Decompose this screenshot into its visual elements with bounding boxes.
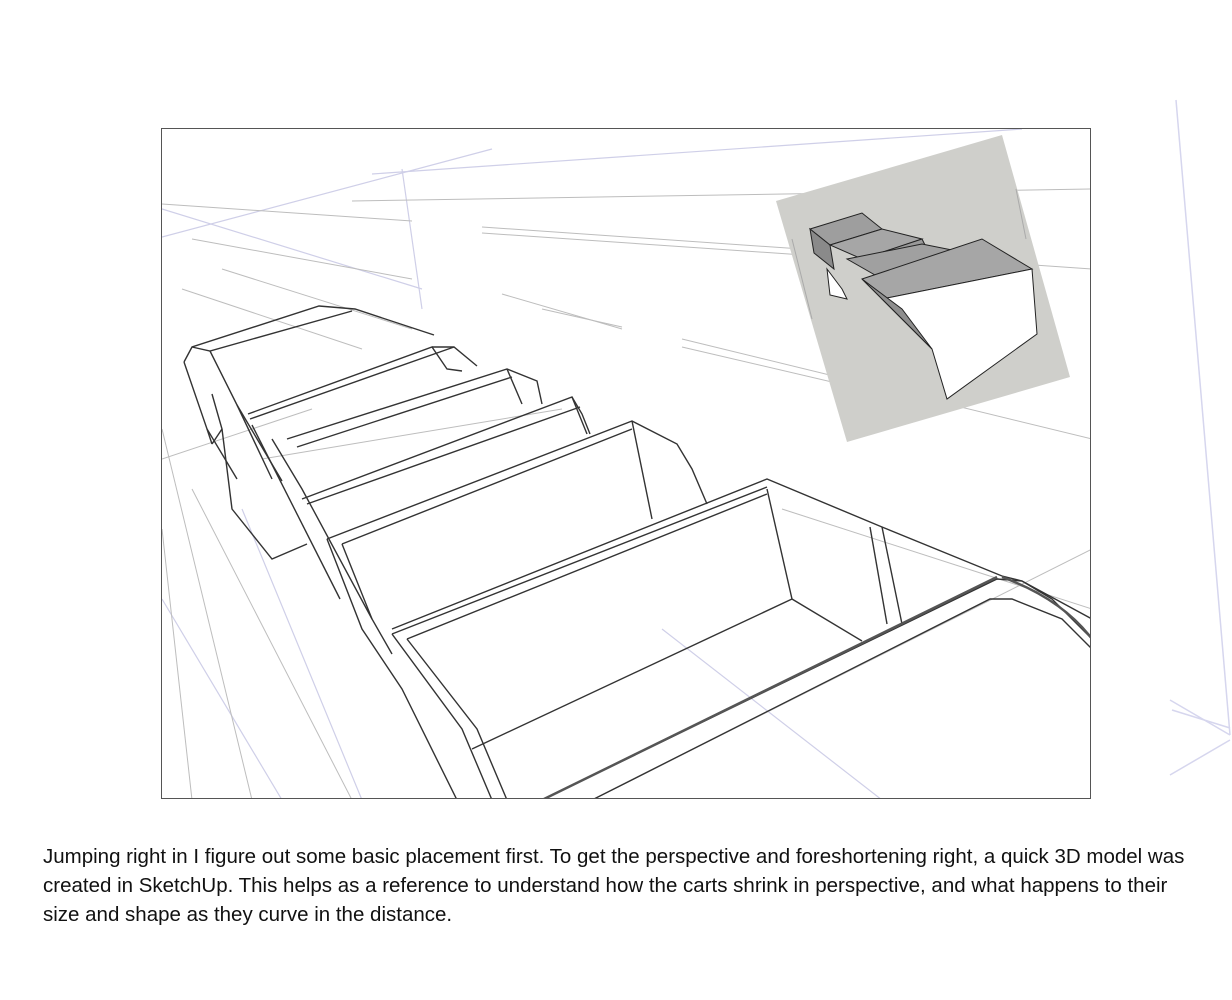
caption-paragraph: Jumping right in I figure out some basic placement first. To get the perspective and foreshortening right, a quick 3D model was created in SketchUp. This helps as a reference to understand how the carts shrink in perspective, and what happens to their size and shape as they curve in the distance. [43,845,1185,926]
perspective-sketch-figure [161,128,1091,799]
sketchup-model-inset-icon [776,135,1070,442]
train-carts-sketch-icon [162,129,1091,799]
